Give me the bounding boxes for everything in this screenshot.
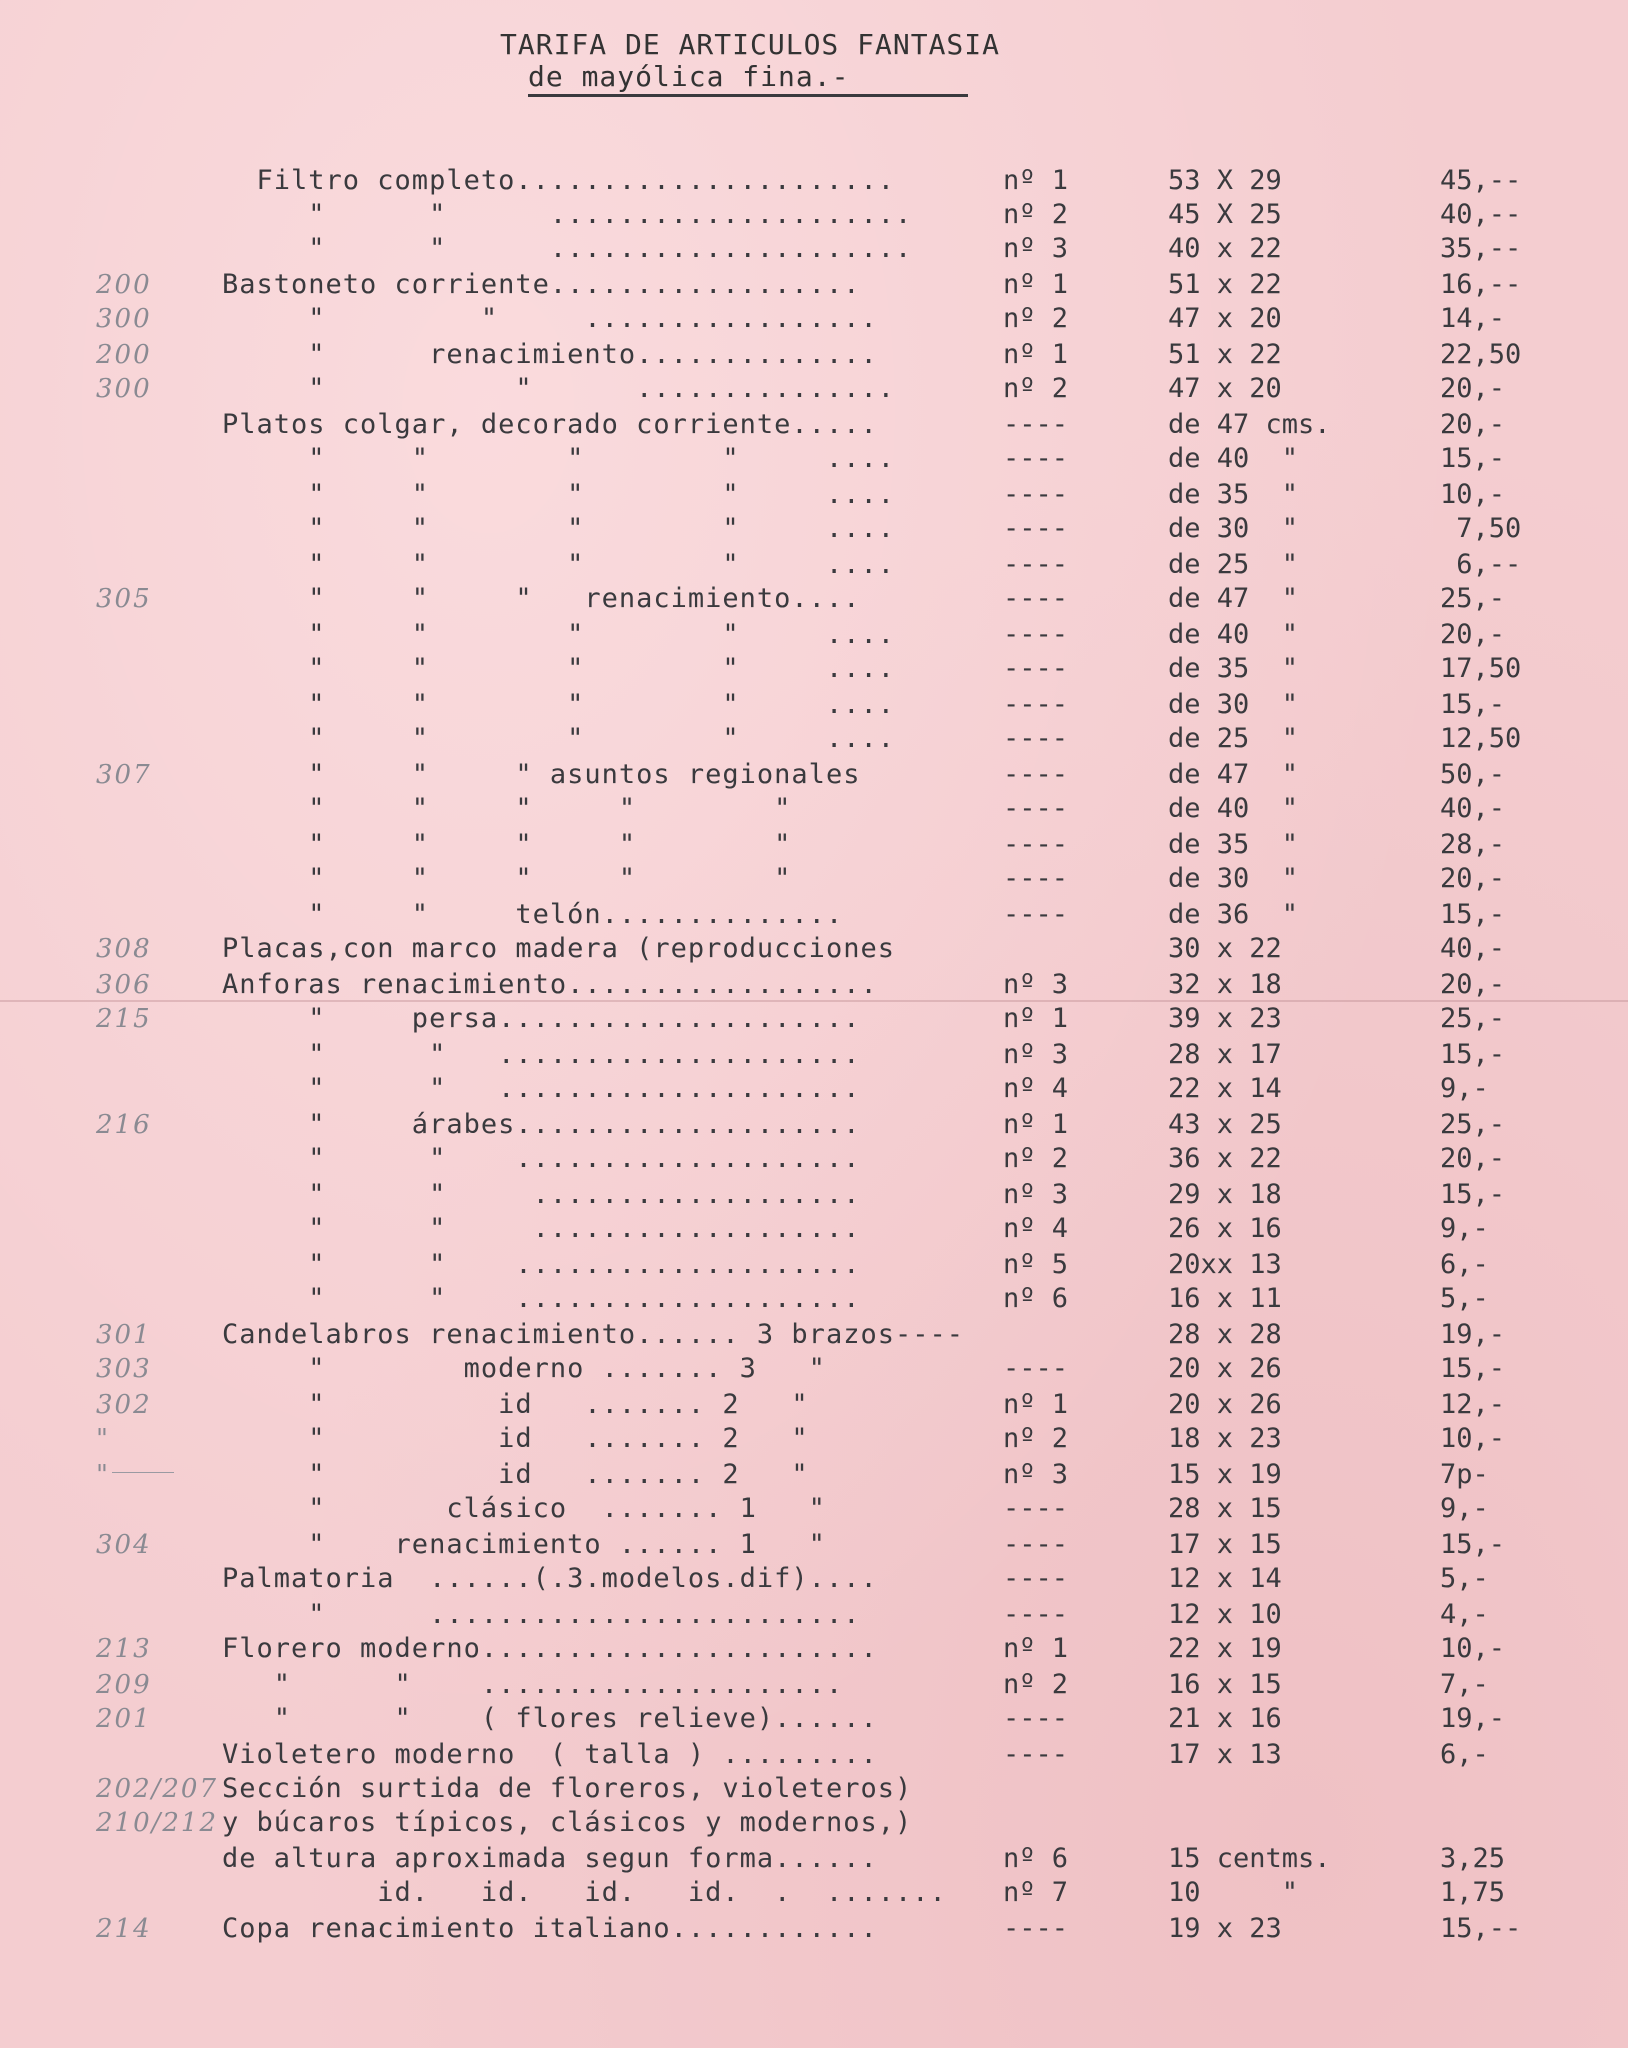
item-num: ---- (1003, 653, 1069, 684)
item-price: 40,- (1440, 933, 1506, 964)
item-dim: 19 x 23 (1168, 1913, 1282, 1944)
item-num: ---- (1003, 443, 1069, 474)
item-desc: " renacimiento.............. (222, 339, 878, 370)
item-desc: Candelabros renacimiento...... 3 brazos---- (222, 1319, 964, 1350)
item-price: 15,- (1440, 689, 1506, 720)
item-price: 7,- (1440, 1669, 1489, 1700)
item-price: 7p- (1440, 1459, 1489, 1490)
page-subtitle: de mayólica fina.- (528, 60, 850, 93)
item-desc: id. id. id. id. . ....... (222, 1877, 947, 1908)
handwritten-code: 202/207 (96, 1774, 219, 1804)
list-item (0, 1528, 1628, 1562)
item-desc: Florero moderno....................... (222, 1633, 878, 1664)
item-dim: 12 x 14 (1168, 1563, 1282, 1594)
handwritten-code: 213 (96, 1634, 152, 1664)
item-price: 17,50 (1440, 653, 1522, 684)
item-desc: " ......................... (222, 1599, 861, 1630)
item-desc: " " ..................... (222, 233, 930, 264)
item-dim: 17 x 15 (1168, 1529, 1282, 1560)
list-item (0, 1562, 1628, 1596)
item-num: ---- (1003, 1529, 1069, 1560)
handwritten-code: 210/212 (96, 1808, 219, 1838)
item-num: ---- (1003, 583, 1069, 614)
item-price: 15,- (1440, 1179, 1506, 1210)
list-item (0, 1912, 1628, 1946)
item-dim: de 35 " (1168, 653, 1299, 684)
item-dim: 12 x 10 (1168, 1599, 1282, 1630)
item-dim: 28 x 17 (1168, 1039, 1282, 1070)
item-dim: 51 x 22 (1168, 339, 1282, 370)
item-dim: 15 centms. (1168, 1843, 1331, 1874)
item-desc: " " .................... (222, 1143, 861, 1174)
item-desc: de altura aproximada segun forma...... (222, 1843, 878, 1874)
handwritten-code: 303 (96, 1354, 152, 1384)
item-desc: " " ..................... (222, 1039, 861, 1070)
item-desc: " " ............... (222, 373, 895, 404)
item-desc: Sección surtida de floreros, violeteros) (222, 1773, 913, 1804)
item-desc: Palmatoria ......(.3.modelos.dif).... (222, 1563, 878, 1594)
item-num: nº 5 (1003, 1249, 1069, 1280)
item-price: 15,- (1440, 1353, 1506, 1384)
item-num: nº 2 (1003, 303, 1069, 334)
item-dim: de 47 " (1168, 583, 1299, 614)
item-num: ---- (1003, 619, 1069, 650)
item-num: ---- (1003, 829, 1069, 860)
item-dim: 17 x 13 (1168, 1739, 1282, 1770)
item-desc: Placas,con marco madera (reproducciones (222, 933, 895, 964)
item-num: ---- (1003, 689, 1069, 720)
list-item (0, 968, 1628, 1002)
item-dim: de 40 " (1168, 793, 1299, 824)
item-price: 20,- (1440, 373, 1506, 404)
item-desc: " moderno ....... 3 " (222, 1353, 826, 1384)
item-num: nº 6 (1003, 1843, 1069, 1874)
list-item (0, 792, 1628, 826)
item-price: 15,- (1440, 1529, 1506, 1560)
item-num: nº 3 (1003, 233, 1069, 264)
item-price: 40,-- (1440, 199, 1522, 230)
subtitle-underline (528, 94, 968, 97)
handwritten-code: 308 (96, 934, 152, 964)
handwritten-code: " (96, 1460, 110, 1490)
item-desc: " clásico ....... 1 " (222, 1493, 826, 1524)
item-price: 14,- (1440, 303, 1506, 334)
item-desc: " id ....... 2 " (222, 1423, 809, 1454)
list-item (0, 198, 1628, 232)
item-price: 12,50 (1440, 723, 1522, 754)
list-item (0, 1178, 1628, 1212)
list-item (0, 1388, 1628, 1422)
item-price: 35,-- (1440, 233, 1522, 264)
item-num: ---- (1003, 513, 1069, 544)
handwritten-code: 216 (96, 1110, 152, 1140)
item-price: 20,- (1440, 619, 1506, 650)
list-item (0, 1248, 1628, 1282)
item-num: nº 1 (1003, 1109, 1069, 1140)
item-desc: " " ................... (222, 1179, 861, 1210)
list-item (0, 1842, 1628, 1876)
item-dim: 29 x 18 (1168, 1179, 1282, 1210)
item-price: 15,-- (1440, 1913, 1522, 1944)
handwritten-code: 305 (96, 584, 152, 614)
handwritten-code: 307 (96, 760, 152, 790)
item-price: 12,- (1440, 1389, 1506, 1420)
item-desc: " " " " .... (222, 723, 895, 754)
item-desc: " renacimiento ...... 1 " (222, 1529, 826, 1560)
item-num: nº 2 (1003, 199, 1069, 230)
item-desc: y búcaros típicos, clásicos y modernos,) (222, 1807, 913, 1838)
handwritten-code: 300 (96, 304, 152, 334)
list-item (0, 1876, 1628, 1910)
item-desc: " " ................. (222, 303, 878, 334)
item-price: 16,-- (1440, 269, 1522, 300)
handwritten-code: 306 (96, 970, 152, 1000)
list-item (0, 1422, 1628, 1456)
item-price: 9,- (1440, 1073, 1489, 1104)
list-item (0, 268, 1628, 302)
item-num: ---- (1003, 863, 1069, 894)
item-dim: 22 x 19 (1168, 1633, 1282, 1664)
list-item (0, 582, 1628, 616)
item-num: nº 1 (1003, 269, 1069, 300)
item-num: ---- (1003, 1913, 1069, 1944)
item-price: 19,- (1440, 1703, 1506, 1734)
item-price: 20,- (1440, 1143, 1506, 1174)
item-num: ---- (1003, 409, 1069, 440)
item-desc: Filtro completo...................... (222, 165, 913, 196)
item-dim: de 47 cms. (1168, 409, 1331, 440)
item-dim: 16 x 11 (1168, 1283, 1282, 1314)
item-dim: 20 x 26 (1168, 1353, 1282, 1384)
item-num: ---- (1003, 1739, 1069, 1770)
handwritten-code: 300 (96, 374, 152, 404)
item-price: 25,- (1440, 583, 1506, 614)
item-desc: " " .................... (222, 1249, 861, 1280)
item-desc: " " " " .... (222, 653, 895, 684)
item-num: nº 2 (1003, 1423, 1069, 1454)
list-item (0, 898, 1628, 932)
list-item (0, 1632, 1628, 1666)
item-desc: Anforas renacimiento.................. (222, 969, 878, 1000)
item-price: 15,- (1440, 443, 1506, 474)
item-num: nº 1 (1003, 1389, 1069, 1420)
item-dim: 30 x 22 (1168, 933, 1282, 964)
item-price: 40,- (1440, 793, 1506, 824)
list-item (0, 1212, 1628, 1246)
item-desc: " " ................... (222, 1213, 861, 1244)
item-dim: 22 x 14 (1168, 1073, 1282, 1104)
item-num: ---- (1003, 1353, 1069, 1384)
item-dim: 47 x 20 (1168, 373, 1282, 404)
list-item (0, 1318, 1628, 1352)
item-price: 28,- (1440, 829, 1506, 860)
handwritten-code: " (96, 1424, 110, 1454)
item-price: 10,- (1440, 1423, 1506, 1454)
item-desc: Platos colgar, decorado corriente..... (222, 409, 878, 440)
item-desc: " " ..................... (222, 1073, 861, 1104)
item-desc: Violetero moderno ( talla ) ......... (222, 1739, 878, 1770)
item-dim: 21 x 16 (1168, 1703, 1282, 1734)
list-item (0, 1806, 1628, 1840)
item-dim: de 25 " (1168, 549, 1299, 580)
item-price: 25,- (1440, 1003, 1506, 1034)
list-item (0, 1598, 1628, 1632)
list-item (0, 1072, 1628, 1106)
item-num: ---- (1003, 723, 1069, 754)
item-dim: de 47 " (1168, 759, 1299, 790)
list-item (0, 1352, 1628, 1386)
handwritten-code: 214 (96, 1914, 152, 1944)
item-dim: 47 x 20 (1168, 303, 1282, 334)
item-desc: Bastoneto corriente.................. (222, 269, 861, 300)
item-desc: " " ..................... (222, 199, 930, 230)
item-desc: " persa..................... (222, 1003, 861, 1034)
item-dim: 43 x 25 (1168, 1109, 1282, 1140)
list-item (0, 1002, 1628, 1036)
item-num: nº 2 (1003, 1669, 1069, 1700)
item-dim: 18 x 23 (1168, 1423, 1282, 1454)
list-item (0, 372, 1628, 406)
item-desc: " " ( flores relieve)...... (222, 1703, 878, 1734)
handwritten-code: 200 (96, 340, 152, 370)
list-item (0, 862, 1628, 896)
item-price: 9,- (1440, 1493, 1489, 1524)
item-price: 50,- (1440, 759, 1506, 790)
list-item (0, 408, 1628, 442)
item-dim: 45 X 25 (1168, 199, 1282, 230)
list-item (0, 164, 1628, 198)
item-price: 20,- (1440, 969, 1506, 1000)
item-num: ---- (1003, 1703, 1069, 1734)
item-price: 7,50 (1440, 513, 1522, 544)
item-num: ---- (1003, 1493, 1069, 1524)
item-dim: 39 x 23 (1168, 1003, 1282, 1034)
item-desc: " " " " .... (222, 549, 895, 580)
item-num: nº 2 (1003, 373, 1069, 404)
item-desc: " " " " .... (222, 513, 895, 544)
item-dim: de 30 " (1168, 513, 1299, 544)
item-num: nº 3 (1003, 1179, 1069, 1210)
list-item (0, 828, 1628, 862)
item-price: 10,- (1440, 479, 1506, 510)
item-dim: 26 x 16 (1168, 1213, 1282, 1244)
item-desc: " " " renacimiento.... (222, 583, 861, 614)
list-item (0, 1142, 1628, 1176)
item-dim: de 35 " (1168, 479, 1299, 510)
item-num: ---- (1003, 793, 1069, 824)
item-num: nº 3 (1003, 969, 1069, 1000)
item-price: 5,- (1440, 1283, 1489, 1314)
item-price: 4,- (1440, 1599, 1489, 1630)
item-desc: " id ....... 2 " (222, 1459, 809, 1490)
item-num: ---- (1003, 899, 1069, 930)
handwritten-code: 200 (96, 270, 152, 300)
item-dim: 40 x 22 (1168, 233, 1282, 264)
list-item (0, 302, 1628, 336)
item-dim: 51 x 22 (1168, 269, 1282, 300)
item-price: 22,50 (1440, 339, 1522, 370)
item-dim: de 35 " (1168, 829, 1299, 860)
handwritten-code: 201 (96, 1704, 152, 1734)
list-item (0, 338, 1628, 372)
handwritten-code: 302 (96, 1390, 152, 1420)
item-num: nº 4 (1003, 1073, 1069, 1104)
item-num: ---- (1003, 549, 1069, 580)
item-desc: " " " " " (222, 863, 792, 894)
item-price: 19,- (1440, 1319, 1506, 1350)
item-price: 6,-- (1440, 549, 1522, 580)
item-desc: Copa renacimiento italiano............ (222, 1913, 878, 1944)
item-num: nº 1 (1003, 339, 1069, 370)
item-desc: " " " " " (222, 793, 792, 824)
list-item (0, 1738, 1628, 1772)
list-item (0, 478, 1628, 512)
item-desc: " id ....... 2 " (222, 1389, 809, 1420)
item-num: nº 1 (1003, 165, 1069, 196)
item-price: 9,- (1440, 1213, 1489, 1244)
item-price: 15,- (1440, 899, 1506, 930)
item-price: 5,- (1440, 1563, 1489, 1594)
page-title: TARIFA DE ARTICULOS FANTASIA (500, 28, 1001, 61)
list-item (0, 1282, 1628, 1316)
handwritten-code: 301 (96, 1320, 152, 1350)
list-item (0, 1668, 1628, 1702)
item-desc: " " " " .... (222, 689, 895, 720)
handwritten-code: 209 (96, 1670, 152, 1700)
list-item (0, 652, 1628, 686)
item-dim: 16 x 15 (1168, 1669, 1282, 1700)
item-price: 45,-- (1440, 165, 1522, 196)
handwritten-code: 215 (96, 1004, 152, 1034)
list-item (0, 618, 1628, 652)
item-price: 15,- (1440, 1039, 1506, 1070)
item-price: 6,- (1440, 1249, 1489, 1280)
item-dim: de 36 " (1168, 899, 1299, 930)
list-item (0, 548, 1628, 582)
item-num: nº 1 (1003, 1003, 1069, 1034)
item-num: nº 2 (1003, 1143, 1069, 1174)
item-desc: " " " " .... (222, 619, 895, 650)
item-num: nº 1 (1003, 1633, 1069, 1664)
item-price: 3,25 (1440, 1843, 1506, 1874)
item-num: nº 4 (1003, 1213, 1069, 1244)
item-price: 10,- (1440, 1633, 1506, 1664)
item-price: 20,- (1440, 863, 1506, 894)
item-dim: 20xx 13 (1168, 1249, 1282, 1280)
item-price: 6,- (1440, 1739, 1489, 1770)
item-dim: 28 x 28 (1168, 1319, 1282, 1350)
item-dim: de 30 " (1168, 863, 1299, 894)
list-item (0, 1458, 1628, 1492)
item-num: nº 6 (1003, 1283, 1069, 1314)
item-num: ---- (1003, 759, 1069, 790)
item-dim: de 40 " (1168, 443, 1299, 474)
item-dim: 10 " (1168, 1877, 1299, 1908)
item-desc: " " " " .... (222, 479, 895, 510)
item-dim: 32 x 18 (1168, 969, 1282, 1000)
list-item (0, 442, 1628, 476)
item-dim: 28 x 15 (1168, 1493, 1282, 1524)
list-item (0, 512, 1628, 546)
item-num: nº 3 (1003, 1459, 1069, 1490)
item-desc: " " " asuntos regionales (222, 759, 861, 790)
list-item (0, 1772, 1628, 1806)
item-dim: de 30 " (1168, 689, 1299, 720)
item-dim: 15 x 19 (1168, 1459, 1282, 1490)
item-price: 1,75 (1440, 1877, 1506, 1908)
item-price: 25,- (1440, 1109, 1506, 1140)
item-dim: 20 x 26 (1168, 1389, 1282, 1420)
handwritten-code: 304 (96, 1530, 152, 1560)
list-item (0, 688, 1628, 722)
item-dim: de 40 " (1168, 619, 1299, 650)
item-desc: " " ..................... (222, 1669, 844, 1700)
item-num: ---- (1003, 1563, 1069, 1594)
item-dim: 36 x 22 (1168, 1143, 1282, 1174)
list-item (0, 722, 1628, 756)
item-price: 20,- (1440, 409, 1506, 440)
item-desc: " árabes.................... (222, 1109, 861, 1140)
list-item (0, 1492, 1628, 1526)
list-item (0, 232, 1628, 266)
item-dim: de 25 " (1168, 723, 1299, 754)
list-item (0, 1108, 1628, 1142)
item-num: nº 3 (1003, 1039, 1069, 1070)
item-dim: 53 X 29 (1168, 165, 1282, 196)
list-item (0, 758, 1628, 792)
item-num: nº 7 (1003, 1877, 1069, 1908)
item-num: ---- (1003, 1599, 1069, 1630)
item-desc: " " telón.............. (222, 899, 844, 930)
item-desc: " " .................... (222, 1283, 861, 1314)
list-item (0, 932, 1628, 966)
item-desc: " " " " .... (222, 443, 895, 474)
list-item (0, 1038, 1628, 1072)
list-item (0, 1702, 1628, 1736)
item-num: ---- (1003, 479, 1069, 510)
item-desc: " " " " " (222, 829, 792, 860)
